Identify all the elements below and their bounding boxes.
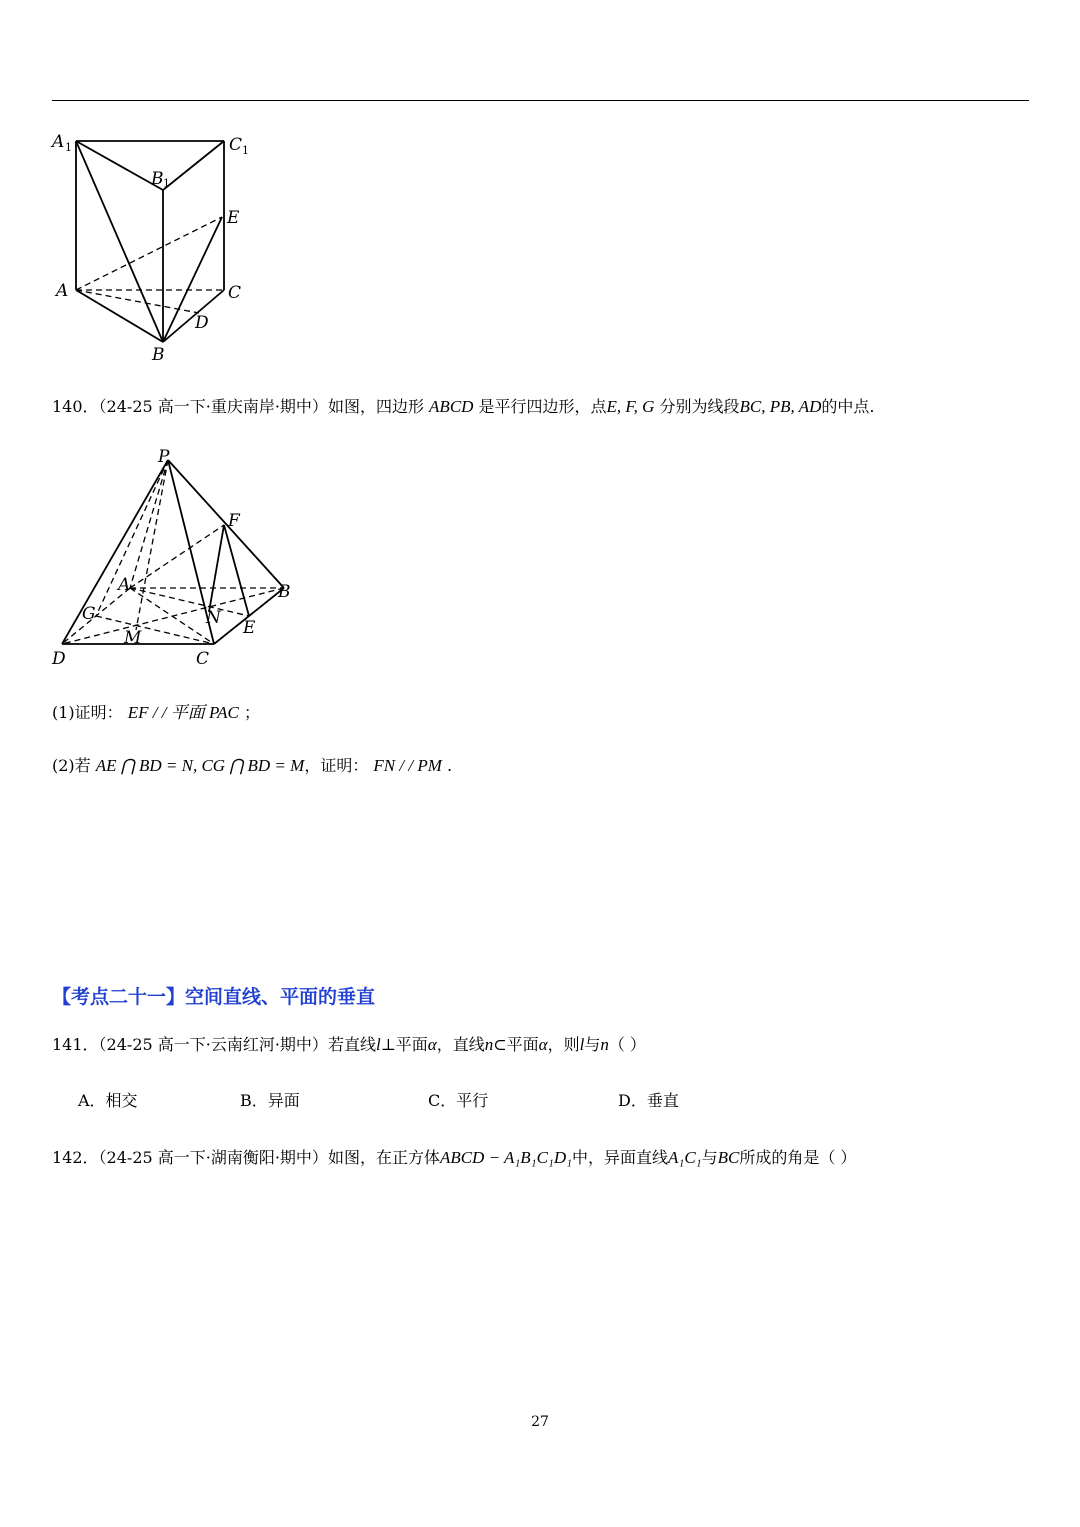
label-n: N: [206, 608, 221, 628]
problem-140-text-b: 是平行四边形，点: [478, 397, 607, 416]
page-number: 27: [531, 1414, 549, 1430]
problem-140: [52, 394, 874, 417]
label-a1-sub: 1: [65, 141, 72, 154]
problem-140-math-1: ABCD: [429, 397, 474, 416]
part-1-suffix: ；: [244, 703, 261, 722]
label-g: G: [82, 604, 96, 624]
option-d: D．垂直: [618, 1091, 679, 1110]
problem-141-text-g: （ ）: [608, 1035, 646, 1054]
problem-142-math-2: A₁C₁: [668, 1148, 702, 1167]
problem-142-text-d: 所成的角是（ ）: [739, 1148, 857, 1167]
problem-140-math-3: BC, PB, AD: [739, 397, 822, 416]
label-a: A: [118, 575, 131, 595]
problem-140-text-c: 分别为线段: [659, 397, 740, 416]
problem-141-math-2: α: [427, 1035, 437, 1054]
part-2-math-2: FN / / PM: [373, 756, 442, 775]
problem-142-math-3: BC: [717, 1148, 740, 1167]
label-p: P: [158, 447, 170, 467]
segment-f-n: [209, 525, 224, 612]
part-2-mid: ，证明：: [304, 756, 369, 775]
label-c1: C: [229, 135, 243, 155]
problem-141-math-3: n: [484, 1035, 494, 1054]
label-c: C: [228, 283, 242, 303]
segment-f-e: [224, 525, 249, 616]
edge-p-b: [168, 460, 284, 588]
problem-141-text-d: ⊂平面: [493, 1035, 539, 1054]
problem-140-part-2: [52, 753, 452, 776]
part-2-math-1: AE ⋂ BD = N, CG ⋂ BD = M: [95, 756, 305, 775]
problem-141-math-5: l: [579, 1035, 585, 1054]
label-c: C: [196, 649, 210, 669]
problem-141-text-a: 若直线: [327, 1035, 376, 1054]
segment-a-e: [76, 217, 222, 290]
edge-p-a: [130, 460, 168, 588]
segment-a-f: [130, 525, 224, 588]
problem-141-text-e: ，则: [547, 1035, 580, 1054]
label-e: E: [243, 618, 256, 638]
option-b: B．异面: [240, 1091, 300, 1110]
problem-140-source: （24-25 高一下·重庆南岸·期中）: [98, 397, 328, 416]
option-c: C．平行: [428, 1091, 489, 1110]
problem-140-math-2: E, F, G: [606, 397, 655, 416]
label-m: M: [124, 628, 142, 648]
problem-140-text-a: 如图，四边形: [327, 397, 424, 416]
problem-141-number: 141．: [52, 1035, 99, 1054]
edge-a1-b1: [76, 141, 163, 190]
problem-141-text-b: ⊥平面: [380, 1035, 428, 1054]
part-2-suffix: .: [446, 756, 453, 775]
edge-b1-c1: [163, 141, 224, 190]
label-e: E: [227, 208, 240, 228]
problem-142-text-a: 如图，在正方体: [327, 1148, 440, 1167]
part-1-prefix: (1)证明：: [52, 703, 123, 722]
label-a: A: [56, 281, 69, 301]
segment-a1-b: [76, 141, 163, 342]
label-d: D: [52, 649, 66, 669]
problem-141-math-1: l: [375, 1035, 381, 1054]
label-a1: A: [52, 132, 65, 152]
pyramid-figure: [40, 440, 310, 675]
edge-p-d: [62, 460, 168, 644]
problem-142-source: （24-25 高一下·湖南衡阳·期中）: [98, 1148, 328, 1167]
problem-142: [52, 1145, 856, 1168]
problem-140-part-1: [52, 698, 260, 723]
problem-141-text-c: ，直线: [436, 1035, 485, 1054]
segment-p-m: [136, 460, 168, 630]
problem-142-number: 142．: [52, 1148, 99, 1167]
label-b1: B: [151, 169, 164, 189]
option-a: A．相交: [78, 1091, 138, 1110]
part-1-math: EF / / 平面 PAC: [127, 703, 239, 722]
problem-140-number: 140．: [52, 397, 99, 416]
section-heading: 【考点二十一】空间直线、平面的垂直: [52, 986, 376, 1008]
problem-142-math-1: ABCD − A₁B₁C₁D₁: [439, 1148, 573, 1167]
problem-141: [52, 1032, 646, 1055]
label-b1-sub: 1: [163, 177, 170, 190]
problem-141-math-4: α: [538, 1035, 548, 1054]
problem-140-text-d: 的中点.: [821, 397, 875, 416]
label-b: B: [278, 582, 291, 602]
label-d: D: [195, 313, 209, 333]
segment-e-b: [163, 217, 222, 342]
problem-142-text-c: 与: [701, 1148, 718, 1167]
label-f: F: [228, 511, 240, 531]
header-rule: [52, 100, 1029, 101]
problem-141-source: （24-25 高一下·云南红河·期中）: [98, 1035, 328, 1054]
prism-figure: [40, 120, 270, 370]
problem-141-text-f: 与: [584, 1035, 601, 1054]
label-c1-sub: 1: [242, 144, 249, 157]
label-b: B: [152, 345, 165, 365]
problem-142-text-b: 中，异面直线: [572, 1148, 669, 1167]
problem-141-math-6: n: [600, 1035, 609, 1054]
part-2-prefix: (2)若: [52, 756, 91, 775]
segment-p-g: [96, 460, 168, 616]
edge-b-c: [163, 290, 224, 342]
